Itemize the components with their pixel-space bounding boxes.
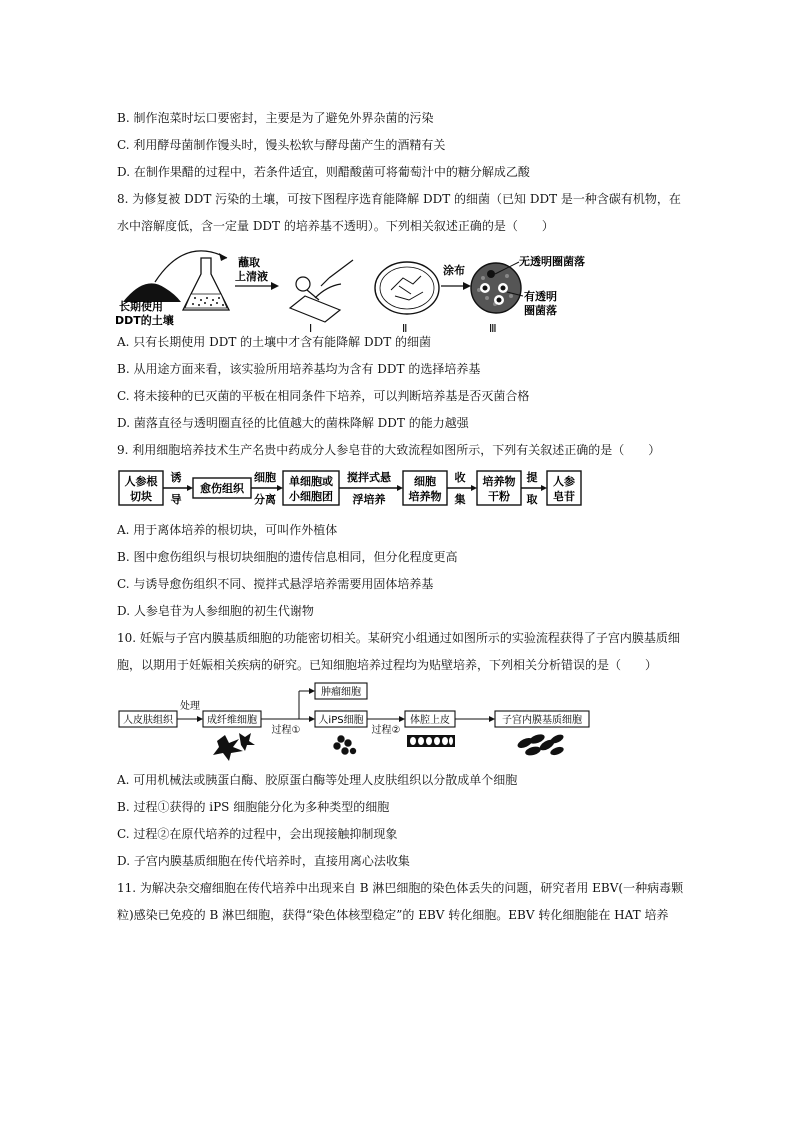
stage-3-label: Ⅲ xyxy=(489,322,497,334)
q8-option-c: C. 将未接种的已灭菌的平板在相同条件下培养，可以判断培养基是否灭菌合格 xyxy=(117,389,530,403)
q9-flowchart xyxy=(117,465,587,511)
soil-label-2: DDT的土壤 xyxy=(115,314,174,327)
fibroblast-cells-icon xyxy=(213,733,255,761)
q11-stem-line-1: 11. 为解决杂交瘤细胞在传代培养中出现来自 B 淋巴细胞的染色体丢失的问题，研究者用 EBV(一种病毒颗 xyxy=(117,881,684,895)
svg-text:皂苷: 皂苷 xyxy=(553,490,575,503)
epithelium-cells-icon xyxy=(407,735,455,747)
flow-skin-label: 人皮肤组织 xyxy=(123,715,173,726)
flow-ips-label: 人iPS细胞 xyxy=(318,715,364,726)
inoculation-tools-icon xyxy=(290,260,353,322)
arrow2-label: 涂布 xyxy=(443,264,465,277)
halo-colony-label-1: 有透明 xyxy=(524,290,557,303)
flow-treat-label: 处理 xyxy=(180,701,200,712)
q8-option-d: D. 菌落直径与透明圈直径的比值越大的菌株降解 DDT 的能力越强 xyxy=(117,416,469,430)
svg-text:提: 提 xyxy=(526,471,538,484)
q10-stem-line-1: 10. 妊娠与子宫内膜基质细胞的功能密切相关。某研究小组通过如图所示的实验流程获得了子宫内膜基质细 xyxy=(117,631,680,645)
q9-option-b: B. 图中愈伤组织与根切块细胞的遗传信息相同，但分化程度更高 xyxy=(117,550,458,564)
q9-option-d: D. 人参皂苷为人参细胞的初生代谢物 xyxy=(117,604,314,618)
arrow1-label-2: 上清液 xyxy=(235,270,268,283)
svg-text:切块: 切块 xyxy=(130,490,152,503)
petri-dish-streak-icon xyxy=(375,262,439,314)
q11-stem-line-2: 粒)感染已免疫的 B 淋巴细胞，获得“染色体核型稳定”的 EBV 转化细胞。EBV 转化细胞能在 HAT 培养 xyxy=(117,908,669,922)
q9-stem: 9. 利用细胞培养技术生产名贵中药成分人参皂苷的大致流程如图所示，下列有关叙述正确的是（ ） xyxy=(117,443,661,457)
svg-text:收: 收 xyxy=(454,471,466,484)
flow-process-1-label: 过程① xyxy=(271,725,301,736)
endometrial-cells-icon xyxy=(516,733,565,757)
svg-text:搅拌式悬: 搅拌式悬 xyxy=(347,471,391,484)
q10-option-b: B. 过程①获得的 iPS 细胞能分化为多种类型的细胞 xyxy=(117,800,390,814)
svg-text:小细胞团: 小细胞团 xyxy=(289,490,333,503)
colony-no-halo-icon xyxy=(487,270,495,278)
svg-text:分离: 分离 xyxy=(254,493,276,506)
flow-fibroblast-label: 成纤维细胞 xyxy=(207,715,257,726)
svg-text:人参: 人参 xyxy=(553,475,575,488)
svg-text:集: 集 xyxy=(454,493,466,506)
svg-text:诱: 诱 xyxy=(170,471,182,484)
svg-text:培养物: 培养物 xyxy=(482,475,516,488)
q8-stem-line-2: 水中溶解度低，含一定量 DDT 的培养基不透明）。下列相关叙述正确的是（ ） xyxy=(117,219,554,233)
flow-process-2-label: 过程② xyxy=(371,725,401,736)
q10-stem-line-2: 胞，以期用于妊娠相关疾病的研究。已知细胞培养过程均为贴壁培养，下列相关分析错误的是（ ） xyxy=(117,658,658,672)
svg-text:导: 导 xyxy=(170,493,182,506)
ips-cells-icon xyxy=(333,735,357,755)
flow-endometrial-label: 子宫内膜基质细胞 xyxy=(502,715,582,726)
q7-option-c: C. 利用酵母菌制作馒头时，馒头松软与酵母菌产生的酒精有关 xyxy=(117,138,446,152)
q10-option-d: D. 子宫内膜基质细胞在传代培养时，直接用离心法收集 xyxy=(117,854,410,868)
q10-flowchart xyxy=(117,681,597,761)
svg-text:单细胞或: 单细胞或 xyxy=(289,475,333,488)
flow-epithelium-label: 体腔上皮 xyxy=(410,715,450,726)
halo-colony-label-2: 圈菌落 xyxy=(524,304,557,317)
arrow1-label-1: 蘸取 xyxy=(238,256,260,269)
svg-text:浮培养: 浮培养 xyxy=(352,493,386,506)
q7-option-d: D. 在制作果醋的过程中，若条件适宜，则醋酸菌可将葡萄汁中的糖分解成乙酸 xyxy=(117,165,530,179)
svg-text:细胞: 细胞 xyxy=(254,471,276,484)
q8-option-a: A. 只有长期使用 DDT 的土壤中才含有能降解 DDT 的细菌 xyxy=(117,335,432,349)
q9-option-a: A. 用于离体培养的根切块，可叫作外植体 xyxy=(117,523,338,537)
q8-figure xyxy=(115,238,615,334)
flask-icon xyxy=(183,258,229,310)
stage-2-label: Ⅱ xyxy=(402,322,408,334)
q7-option-b: B. 制作泡菜时坛口要密封，主要是为了避免外界杂菌的污染 xyxy=(117,111,434,125)
svg-text:培养物: 培养物 xyxy=(408,490,442,503)
q8-stem-line-1: 8. 为修复被 DDT 污染的土壤，可按下图程序选育能降解 DDT 的细菌（已知 DDT 是一种含碳有机物，在 xyxy=(117,192,681,206)
flow-tumor-label: 肿瘤细胞 xyxy=(321,687,361,698)
svg-text:细胞: 细胞 xyxy=(414,475,436,488)
q10-option-a: A. 可用机械法或胰蛋白酶、胶原蛋白酶等处理人皮肤组织以分散成单个细胞 xyxy=(117,773,518,787)
no-halo-colony-label: 无透明圈菌落 xyxy=(519,255,585,268)
q8-option-b: B. 从用途方面来看，该实验所用培养基均为含有 DDT 的选择培养基 xyxy=(117,362,481,376)
q9-option-c: C. 与诱导愈伤组织不同、搅拌式悬浮培养需要用固体培养基 xyxy=(117,577,434,591)
svg-text:干粉: 干粉 xyxy=(488,490,510,503)
petri-dish-colonies-icon xyxy=(471,263,521,313)
arrow-soil-to-flask-icon xyxy=(155,251,227,282)
svg-text:愈伤组织: 愈伤组织 xyxy=(200,482,244,495)
colony-halo-icon xyxy=(501,286,506,291)
svg-text:人参根: 人参根 xyxy=(124,475,158,488)
soil-label-1: 长期使用 xyxy=(119,300,163,313)
svg-text:取: 取 xyxy=(526,493,538,506)
q10-option-c: C. 过程②在原代培养的过程中，会出现接触抑制现象 xyxy=(117,827,398,841)
stage-1-label: Ⅰ xyxy=(309,322,313,334)
